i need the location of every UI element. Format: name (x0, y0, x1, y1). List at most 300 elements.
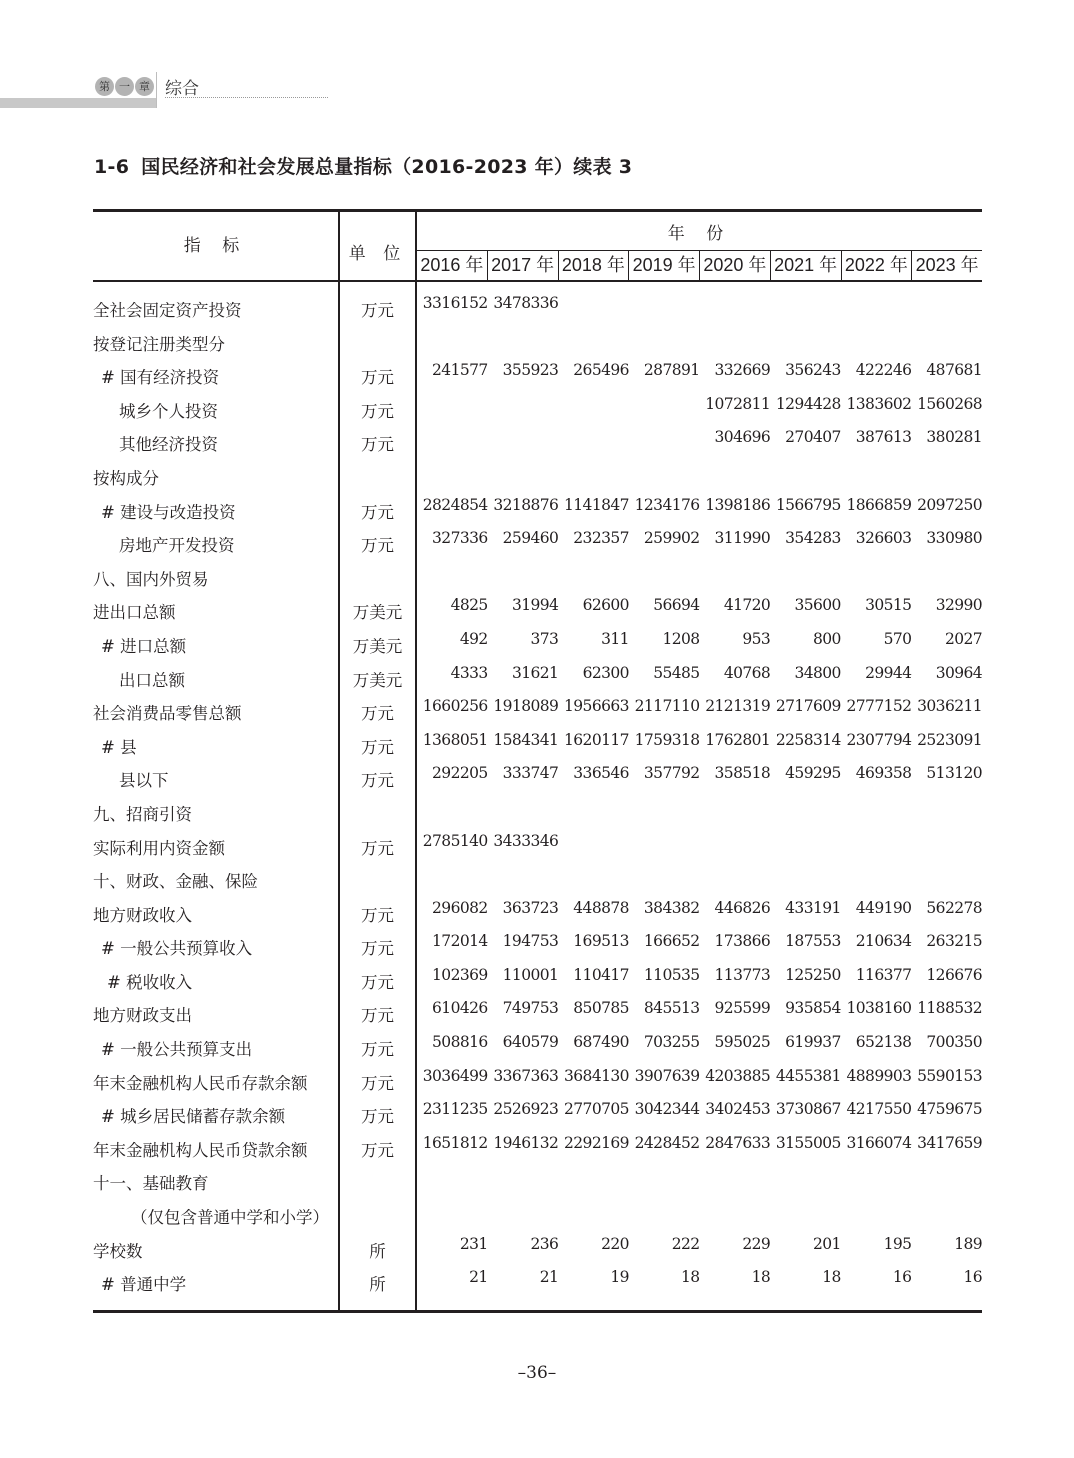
row-unit: 万美元 (352, 636, 403, 656)
row-label: 地方财政支出 (93, 1006, 192, 1026)
value-cell: 4217550 (846, 1100, 912, 1119)
value-cell: 610426 (432, 999, 488, 1018)
value-cell: 18 (751, 1268, 771, 1287)
table-row (93, 1066, 982, 1100)
value-cell: 2258314 (775, 730, 841, 749)
value-cell: 2847633 (705, 1133, 771, 1152)
value-cell: 459295 (785, 764, 841, 783)
row-values (417, 932, 982, 950)
value-cell: 3433346 (493, 831, 559, 850)
value-cell (700, 294, 771, 312)
value-cell: 619937 (785, 1033, 841, 1052)
header-unit: 单 位 (348, 244, 407, 264)
table-row (93, 730, 982, 764)
row-values (417, 529, 982, 547)
value-cell: 1660256 (422, 697, 488, 716)
value-cell: 3907639 (634, 1066, 700, 1085)
row-values (417, 1100, 982, 1118)
header-year: 2018 年 (559, 251, 630, 280)
value-cell: 3402453 (705, 1100, 771, 1119)
row-unit: 万元 (361, 502, 394, 522)
table-row (93, 831, 982, 865)
value-cell: 356243 (785, 361, 841, 380)
row-label: # 建设与改造投资 (101, 502, 236, 522)
row-label: # 城乡居民储蓄存款余额 (101, 1107, 286, 1127)
value-cell: 2097250 (917, 495, 982, 514)
value-cell: 469358 (855, 764, 912, 783)
value-cell: 35600 (794, 596, 841, 615)
row-label: # 一般公共预算收入 (101, 939, 253, 959)
value-cell: 2428452 (634, 1133, 700, 1152)
row-label: 出口总额 (119, 670, 185, 690)
value-cell: 220 (601, 1234, 629, 1253)
value-cell: 1560268 (917, 394, 982, 413)
value-cell: 31994 (511, 596, 559, 615)
value-cell: 1188532 (917, 999, 982, 1018)
value-cell: 1072811 (705, 394, 771, 413)
value-cell: 102369 (432, 965, 488, 984)
value-cell: 189 (954, 1234, 982, 1253)
value-cell: 3417659 (917, 1133, 982, 1152)
value-cell: 5590153 (917, 1066, 982, 1085)
table-bottom-rule (93, 1310, 982, 1313)
value-cell: 169513 (573, 932, 629, 951)
value-cell: 384382 (643, 898, 700, 917)
value-cell: 1234176 (634, 495, 700, 514)
value-cell: 311990 (714, 529, 771, 548)
value-cell: 3166074 (846, 1133, 912, 1152)
value-cell: 1141847 (564, 495, 629, 514)
value-cell (629, 294, 700, 312)
row-unit: 万元 (361, 368, 394, 388)
row-label: # 县 (101, 737, 137, 757)
value-cell: 4889903 (846, 1066, 912, 1085)
table-row (93, 763, 982, 797)
value-cell: 326603 (855, 529, 912, 548)
table-row (93, 696, 982, 730)
value-cell (841, 832, 912, 850)
row-label: 按登记注册类型分 (93, 334, 225, 354)
table-row (93, 394, 982, 428)
row-label: 按构成分 (93, 468, 159, 488)
value-cell: 222 (671, 1234, 700, 1253)
row-label: 年末金融机构人民币贷款余额 (93, 1140, 308, 1160)
header-year: 2016 年 (417, 251, 488, 280)
value-cell (558, 294, 629, 312)
value-cell: 1620117 (564, 730, 629, 749)
value-cell: 236 (530, 1234, 559, 1253)
row-label: 其他经济投资 (119, 435, 218, 455)
row-label: 地方财政收入 (93, 905, 192, 925)
value-cell (770, 832, 841, 850)
running-header (0, 70, 330, 110)
table-row (93, 797, 982, 831)
value-cell (558, 395, 629, 413)
value-cell: 492 (459, 629, 488, 648)
header-year-group: 年 份 (667, 224, 732, 244)
value-cell: 2307794 (846, 730, 912, 749)
value-cell: 55485 (653, 663, 700, 682)
value-cell: 1918089 (493, 697, 559, 716)
row-label: 八、国内外贸易 (93, 569, 209, 589)
value-cell: 3684130 (564, 1066, 629, 1085)
row-label: 城乡个人投资 (119, 401, 218, 421)
value-cell: 380281 (926, 428, 982, 447)
row-label: 年末金融机构人民币存款余额 (93, 1073, 308, 1093)
row-unit: 万元 (361, 1140, 394, 1160)
row-label: 十、财政、金融、保险 (93, 872, 258, 892)
header-divider (156, 72, 157, 108)
row-label: # 税收收入 (107, 972, 193, 992)
value-cell: 1294428 (775, 394, 841, 413)
value-cell (911, 832, 982, 850)
chapter-char: 一 (115, 77, 134, 96)
value-cell: 1759318 (634, 730, 700, 749)
value-cell: 172014 (432, 932, 488, 951)
value-cell: 652138 (855, 1033, 912, 1052)
value-cell: 1368051 (422, 730, 488, 749)
value-cell: 259460 (502, 529, 559, 548)
row-unit: 所 (369, 1241, 386, 1261)
value-cell: 296082 (432, 898, 488, 917)
value-cell: 850785 (573, 999, 629, 1018)
value-cell: 31621 (511, 663, 559, 682)
table-top-rule (93, 209, 982, 212)
value-cell: 116377 (855, 965, 912, 984)
value-cell: 62600 (582, 596, 629, 615)
value-cell: 113773 (714, 965, 771, 984)
table-row (93, 562, 982, 596)
value-cell: 2717609 (775, 697, 841, 716)
value-cell: 2824854 (422, 495, 488, 514)
value-cell (841, 294, 912, 312)
table-row (93, 629, 982, 663)
value-cell: 330980 (926, 529, 982, 548)
value-cell (558, 428, 629, 446)
value-cell: 201 (812, 1234, 841, 1253)
value-cell: 513120 (926, 764, 982, 783)
header-year: 2023 年 (915, 255, 979, 275)
value-cell (629, 428, 700, 446)
value-cell: 508816 (432, 1033, 488, 1052)
row-unit: 万元 (361, 401, 394, 421)
value-cell (417, 428, 488, 446)
value-cell: 292205 (432, 764, 488, 783)
value-cell: 304696 (714, 428, 771, 447)
value-cell: 358518 (714, 764, 771, 783)
row-values (417, 664, 982, 682)
value-cell: 357792 (643, 764, 700, 783)
row-values (417, 1033, 982, 1051)
table-row (93, 293, 982, 327)
value-cell (770, 294, 841, 312)
value-cell: 1946132 (493, 1133, 559, 1152)
value-cell: 1208 (662, 629, 700, 648)
value-cell: 333747 (502, 764, 559, 783)
page-number: –36– (517, 1363, 557, 1383)
value-cell: 1584341 (493, 730, 559, 749)
table-row (93, 1234, 982, 1268)
value-cell: 1956663 (564, 697, 629, 716)
value-cell: 336546 (573, 764, 629, 783)
value-cell: 110001 (502, 965, 559, 984)
value-cell: 449190 (855, 898, 912, 917)
value-cell: 18 (680, 1268, 700, 1287)
value-cell: 355923 (502, 361, 559, 380)
header-year: 2019 年 (629, 251, 700, 280)
row-unit: 万元 (361, 1073, 394, 1093)
value-cell: 56694 (653, 596, 700, 615)
row-label: 实际利用内资金额 (93, 838, 225, 858)
header-year: 2017 年 (488, 251, 559, 280)
row-unit: 万元 (361, 972, 394, 992)
header-indicator: 指 标 (183, 236, 248, 256)
value-cell: 3730867 (775, 1100, 841, 1119)
value-cell: 1398186 (705, 495, 771, 514)
value-cell: 311 (601, 629, 629, 648)
row-unit: 万元 (361, 301, 394, 320)
value-cell: 687490 (573, 1033, 629, 1052)
table-body (93, 293, 982, 1301)
value-cell: 800 (812, 629, 841, 648)
value-cell: 125250 (785, 965, 841, 984)
value-cell: 4333 (450, 663, 488, 682)
chapter-char: 章 (135, 77, 154, 96)
row-values (417, 630, 982, 648)
value-cell: 126676 (926, 965, 982, 984)
table-row (93, 495, 982, 529)
value-cell: 1038160 (846, 999, 912, 1018)
chapter-badge (95, 77, 154, 96)
table-row (93, 931, 982, 965)
value-cell: 231 (459, 1234, 488, 1253)
value-cell: 16 (892, 1268, 912, 1287)
value-cell: 327336 (432, 529, 488, 548)
value-cell: 363723 (502, 898, 559, 917)
value-cell: 1651812 (422, 1133, 488, 1152)
value-cell: 16 (963, 1268, 982, 1287)
value-cell: 265496 (573, 361, 629, 380)
table-row (93, 898, 982, 932)
row-label: 全社会固定资产投资 (93, 301, 242, 320)
value-cell: 2785140 (422, 831, 488, 850)
row-values (417, 731, 982, 749)
value-cell: 2311235 (422, 1100, 488, 1119)
value-cell: 446826 (714, 898, 771, 917)
row-label: 九、招商引资 (93, 804, 192, 824)
row-values (417, 899, 982, 917)
value-cell: 953 (742, 629, 771, 648)
table-row (93, 1099, 982, 1133)
value-cell: 173866 (714, 932, 771, 951)
value-cell: 2027 (944, 629, 982, 648)
header-year: 2020 年 (700, 251, 771, 280)
row-unit: 万元 (361, 838, 394, 858)
row-unit: 万元 (361, 1107, 394, 1127)
row-unit: 万元 (361, 771, 394, 791)
value-cell: 30964 (935, 663, 982, 682)
table-number: 1-6 (94, 156, 130, 178)
row-values (417, 1134, 982, 1152)
row-values (417, 361, 982, 379)
table-row (93, 1200, 982, 1234)
value-cell: 2526923 (493, 1100, 559, 1119)
row-label: （仅包含普通中学和小学） (131, 1208, 329, 1228)
value-cell: 259902 (643, 529, 700, 548)
value-cell: 4825 (450, 596, 488, 615)
value-cell: 263215 (926, 932, 982, 951)
value-cell: 487681 (926, 361, 982, 380)
value-cell (488, 428, 559, 446)
section-name: 综合 (165, 79, 199, 99)
value-cell: 2292169 (564, 1133, 629, 1152)
value-cell: 4759675 (917, 1100, 982, 1119)
row-label: 十一、基础教育 (93, 1174, 209, 1194)
value-cell: 110417 (573, 965, 629, 984)
value-cell: 3036211 (917, 697, 982, 716)
value-cell: 3367363 (493, 1066, 559, 1085)
header-bar (0, 98, 157, 108)
row-label: # 进口总额 (101, 636, 187, 656)
value-cell: 640579 (502, 1033, 559, 1052)
value-cell: 3316152 (422, 294, 488, 312)
value-cell (911, 294, 982, 312)
value-cell: 700350 (926, 1033, 982, 1052)
row-values (417, 1235, 982, 1253)
value-cell: 595025 (714, 1033, 771, 1052)
table-row (93, 427, 982, 461)
row-values (417, 294, 982, 312)
row-unit: 万元 (361, 1006, 394, 1026)
value-cell: 373 (530, 629, 559, 648)
row-unit: 万元 (361, 737, 394, 757)
row-label: # 一般公共预算支出 (101, 1040, 253, 1060)
value-cell: 32990 (935, 596, 982, 615)
row-values (417, 832, 982, 850)
value-cell: 1383602 (846, 394, 912, 413)
row-unit: 所 (369, 1275, 386, 1295)
row-unit: 万元 (361, 905, 394, 925)
value-cell: 562278 (926, 898, 982, 917)
row-values (417, 596, 982, 614)
row-label: 学校数 (93, 1241, 143, 1261)
row-values (417, 1067, 982, 1085)
value-cell (558, 832, 629, 850)
value-cell: 4455381 (775, 1066, 841, 1085)
value-cell (417, 395, 488, 413)
value-cell: 422246 (855, 361, 912, 380)
value-cell: 2777152 (846, 697, 912, 716)
table-header-rule (93, 280, 982, 282)
value-cell (488, 395, 559, 413)
value-cell: 62300 (582, 663, 629, 682)
value-cell: 1866859 (846, 495, 912, 514)
value-cell: 3036499 (422, 1066, 488, 1085)
row-values (417, 966, 982, 984)
table-row (93, 360, 982, 394)
chapter-char: 第 (95, 77, 114, 96)
row-label: 进出口总额 (93, 603, 176, 623)
row-unit: 万元 (361, 939, 394, 959)
row-values (417, 395, 982, 413)
value-cell: 41720 (723, 596, 771, 615)
value-cell: 30515 (865, 596, 912, 615)
value-cell: 2523091 (917, 730, 982, 749)
table-row (93, 663, 982, 697)
value-cell: 387613 (855, 428, 912, 447)
value-cell: 3218876 (493, 495, 559, 514)
table-row (93, 1166, 982, 1200)
value-cell: 19 (610, 1268, 629, 1287)
header-dotted-rule (165, 97, 328, 98)
value-cell: 241577 (432, 361, 488, 380)
value-cell: 229 (742, 1234, 771, 1253)
value-cell: 2121319 (705, 697, 771, 716)
row-values (417, 999, 982, 1017)
header-year: 2022 年 (842, 251, 913, 280)
row-unit: 万元 (361, 536, 394, 556)
value-cell: 3042344 (634, 1100, 700, 1119)
value-cell: 448878 (573, 898, 629, 917)
row-unit: 万美元 (352, 670, 403, 690)
row-label: # 普通中学 (101, 1275, 187, 1295)
value-cell: 270407 (785, 428, 841, 447)
value-cell: 40768 (723, 663, 771, 682)
value-cell: 34800 (794, 663, 841, 682)
value-cell: 2117110 (634, 697, 700, 716)
table-row (93, 864, 982, 898)
row-label: 房地产开发投资 (119, 536, 235, 556)
value-cell: 195 (883, 1234, 912, 1253)
value-cell: 925599 (714, 999, 771, 1018)
value-cell (629, 395, 700, 413)
value-cell: 166652 (643, 932, 700, 951)
value-cell: 194753 (502, 932, 559, 951)
value-cell: 1566795 (775, 495, 841, 514)
header-years (417, 251, 982, 280)
row-unit: 万美元 (352, 603, 403, 623)
value-cell: 29944 (865, 663, 912, 682)
value-cell (629, 832, 700, 850)
value-cell: 210634 (855, 932, 912, 951)
value-cell: 187553 (785, 932, 841, 951)
row-label: # 国有经济投资 (101, 368, 220, 388)
value-cell: 935854 (785, 999, 841, 1018)
row-unit: 万元 (361, 1040, 394, 1060)
value-cell: 18 (822, 1268, 841, 1287)
row-label: 县以下 (119, 771, 169, 791)
table-row (93, 965, 982, 999)
value-cell: 4203885 (705, 1066, 771, 1085)
table-row (93, 1267, 982, 1301)
value-cell: 3155005 (775, 1133, 841, 1152)
value-cell: 110535 (643, 965, 700, 984)
table-row (93, 1032, 982, 1066)
value-cell: 433191 (785, 898, 841, 917)
table-row (93, 528, 982, 562)
table-row (93, 998, 982, 1032)
value-cell: 2770705 (564, 1100, 629, 1119)
row-values (417, 764, 982, 782)
value-cell: 232357 (573, 529, 629, 548)
table-row (93, 595, 982, 629)
row-values (417, 428, 982, 446)
row-unit: 万元 (361, 435, 394, 455)
table-title (94, 152, 632, 179)
value-cell: 21 (469, 1268, 488, 1287)
header-year: 2021 年 (771, 251, 842, 280)
value-cell: 570 (883, 629, 912, 648)
